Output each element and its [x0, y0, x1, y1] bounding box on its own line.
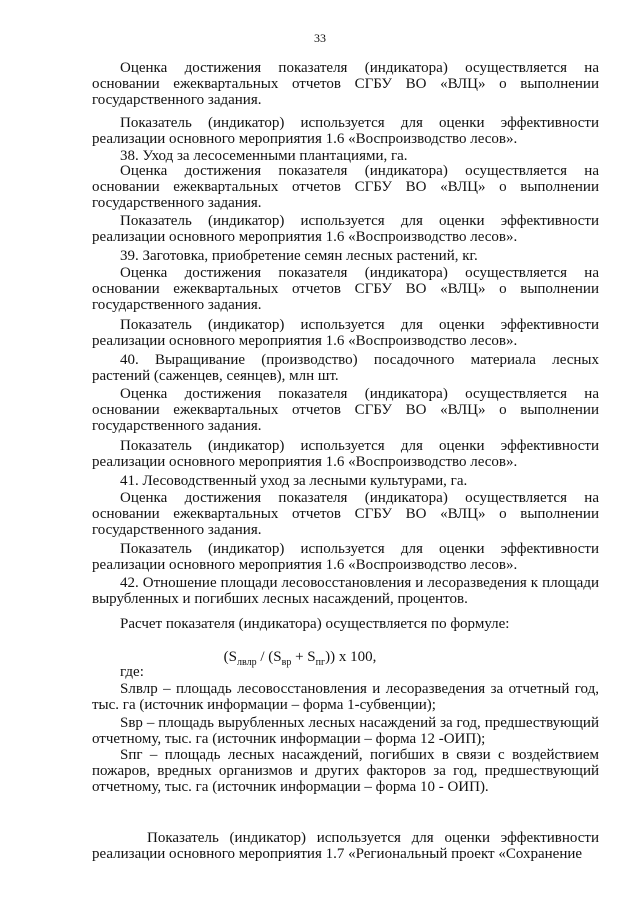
paragraph [92, 265, 599, 313]
text-line: основании ежеквартальных отчетов СГБУ ВО «ВЛЦ» о выполнении [92, 76, 599, 92]
paragraph [92, 541, 599, 573]
text-line: Показатель (индикатор) используется для оценки эффективности [147, 830, 599, 846]
text-line: государственного задания. [92, 195, 262, 211]
formula-close: )) x 100, [325, 649, 377, 665]
paragraph [92, 681, 599, 713]
formula-sub-lvlr: лвлр [237, 657, 257, 668]
formula-sub-vr: вр [281, 657, 292, 668]
text-line: реализации основного мероприятия 1.6 «Воспроизводство лесов». [92, 557, 518, 573]
paragraph [92, 490, 599, 538]
text-line: 42. Отношение площади лесовосстановления и лесоразведения к площади [120, 575, 599, 591]
text-line: государственного задания. [92, 92, 262, 108]
text-line: государственного задания. [92, 297, 262, 313]
text-line: Оценка достижения показателя (индикатора) осуществляется на [120, 163, 599, 179]
formula [0, 649, 600, 668]
page-number: 33 [314, 31, 326, 45]
text-line: реализации основного мероприятия 1.6 «Воспроизводство лесов». [92, 131, 518, 147]
text-line: Показатель (индикатор) используется для оценки эффективности [120, 115, 599, 131]
text-line: Оценка достижения показателя (индикатора) осуществляется на [120, 490, 599, 506]
text-line: реализации основного мероприятия 1.6 «Воспроизводство лесов». [92, 229, 518, 245]
text-line: 39. Заготовка, приобретение семян лесных растений, кг. [120, 248, 478, 264]
paragraph [92, 213, 599, 245]
text-line: 38. Уход за лесосеменными плантациями, га. [120, 148, 408, 164]
paragraph [92, 830, 599, 862]
text-line: 41. Лесоводственный уход за лесными культурами, га. [120, 473, 468, 489]
paragraph [92, 60, 599, 108]
text-line: государственного задания. [92, 522, 262, 538]
text-line: Оценка достижения показателя (индикатора) осуществляется на [120, 386, 599, 402]
text-line: пожаров, вредных организмов и других факторов за год, предшествующий [92, 763, 599, 779]
text-line: Показатель (индикатор) используется для оценки эффективности [120, 541, 599, 557]
text-line: Sпг – площадь лесных насаждений, погибших в связи с воздействием [120, 747, 599, 763]
paragraph [92, 438, 599, 470]
text-line: государственного задания. [92, 418, 262, 434]
text-line: реализации основного мероприятия 1.6 «Воспроизводство лесов». [92, 454, 518, 470]
paragraph [92, 317, 599, 349]
paragraph [92, 575, 599, 607]
text-line: основании ежеквартальных отчетов СГБУ ВО «ВЛЦ» о выполнении [92, 402, 599, 418]
formula-open: (S [223, 649, 237, 665]
text-line: отчетному, тыс. га (источник информации – форма 12 -ОИП); [92, 731, 486, 747]
paragraph [92, 248, 599, 264]
text-line: Показатель (индикатор) используется для оценки эффективности [120, 213, 599, 229]
text-line: Sвр – площадь вырубленных лесных насаждений за год, предшествующий [120, 715, 599, 731]
text-line: реализации основного мероприятия 1.7 «Региональный проект «Сохранение [92, 846, 583, 862]
text-line: Оценка достижения показателя (индикатора) осуществляется на [120, 265, 599, 281]
paragraph [92, 616, 599, 632]
text-line: тыс. га (источник информации – форма 1-субвенции); [92, 697, 436, 713]
paragraph [92, 473, 599, 489]
formula-sub-pg: пг [315, 657, 326, 668]
formula-mid2: + S [291, 649, 316, 665]
paragraph [92, 747, 599, 795]
text-line: вырубленных и погибших лесных насаждений, процентов. [92, 591, 468, 607]
text-line: Показатель (индикатор) используется для оценки эффективности [120, 438, 599, 454]
text-line: где: [120, 664, 144, 680]
paragraph [92, 715, 599, 747]
text-line: Оценка достижения показателя (индикатора) осуществляется на [120, 60, 599, 76]
text-line: Sлвлр – площадь лесовосстановления и лесоразведения за отчетный год, [120, 681, 599, 697]
text-line: Расчет показателя (индикатора) осуществляется по формуле: [120, 616, 510, 632]
paragraph [92, 163, 599, 211]
text-line: основании ежеквартальных отчетов СГБУ ВО «ВЛЦ» о выполнении [92, 506, 599, 522]
text-line: реализации основного мероприятия 1.6 «Воспроизводство лесов». [92, 333, 518, 349]
paragraph [92, 352, 599, 384]
text-line: Показатель (индикатор) используется для оценки эффективности [120, 317, 599, 333]
text-line: отчетному, тыс. га (источник информации – форма 10 - ОИП). [92, 779, 489, 795]
paragraph [92, 148, 599, 164]
text-line: 40. Выращивание (производство) посадочного материала лесных [120, 352, 599, 368]
text-line: растений (саженцев, сеянцев), млн шт. [92, 368, 339, 384]
paragraph [92, 386, 599, 434]
text-line: основании ежеквартальных отчетов СГБУ ВО «ВЛЦ» о выполнении [92, 281, 599, 297]
formula-mid1: / (S [256, 649, 282, 665]
text-line: основании ежеквартальных отчетов СГБУ ВО «ВЛЦ» о выполнении [92, 179, 599, 195]
paragraph [92, 115, 599, 147]
